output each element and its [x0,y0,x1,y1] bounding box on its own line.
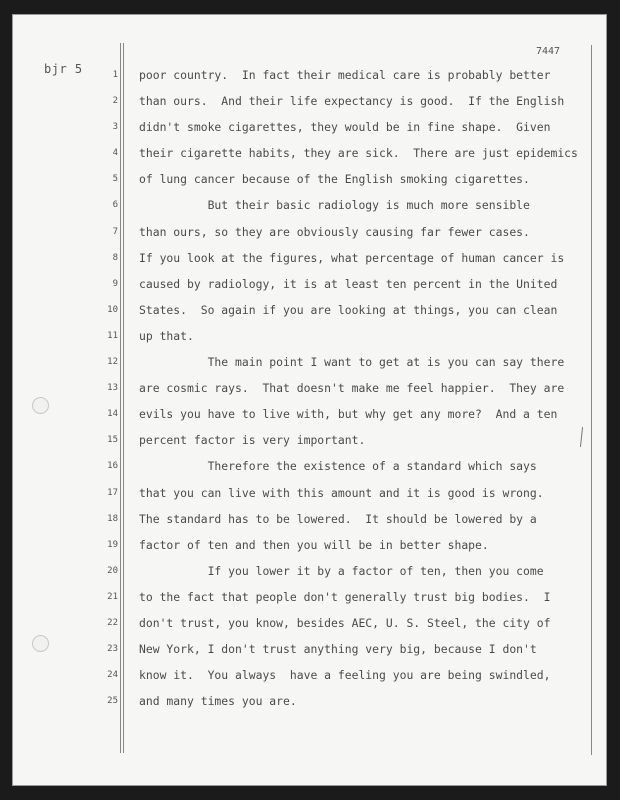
transcript-text [139,66,599,718]
line-number: 4 [112,148,118,159]
transcript-line: If you look at the figures, what percentage of human cancer is [139,250,565,265]
transcript-line: to the fact that people don't generally trust big bodies. I [139,589,551,604]
line-number-column [102,66,118,718]
transcript-line: than ours. And their life expectancy is good. If the English [139,94,565,109]
transcript-line: Therefore the existence of a standard which says [139,459,537,474]
transcript-line: know it. You always have a feeling you are being swindled, [139,668,551,683]
transcript-line: If you lower it by a factor of ten, then you come [139,563,544,578]
transcript-line: their cigarette habits, they are sick. There are just epidemics [139,146,578,161]
line-number: 8 [112,252,118,263]
transcript-line: percent factor is very important. [139,433,366,448]
transcript-line: didn't smoke cigarettes, they would be in fine shape. Given [139,120,551,135]
line-number: 13 [107,383,118,394]
binder-hole [32,635,49,652]
line-number: 7 [112,226,118,237]
left-margin-rule [120,43,121,753]
transcript-line: of lung cancer because of the English smoking cigarettes. [139,172,530,187]
line-number: 20 [107,565,118,576]
transcript-line: The main point I want to get at is you can say there [139,355,565,370]
line-number: 10 [107,304,118,315]
line-number: 12 [107,357,118,368]
page-number: 7447 [536,46,561,57]
line-number: 24 [107,670,118,681]
left-margin-rule [123,43,124,753]
reporter-id: bjr 5 [44,62,83,76]
line-number: 11 [107,330,118,341]
transcript-line: New York, I don't trust anything very big, because I don't [139,642,537,657]
line-number: 16 [107,461,118,472]
transcript-line: that you can live with this amount and it is good is wrong. [139,485,544,500]
line-number: 18 [107,513,118,524]
line-number: 14 [107,409,118,420]
transcript-line: up that. [139,328,194,343]
transcript-line: and many times you are. [139,694,297,709]
transcript-line: factor of ten and then you will be in better shape. [139,537,489,552]
line-number: 25 [107,696,118,707]
line-number: 1 [112,70,118,80]
transcript-line: don't trust, you know, besides AEC, U. S. Steel, the city of [139,615,551,630]
transcript-line: States. So again if you are looking at things, you can clean [139,302,558,317]
transcript-line: than ours, so they are obviously causing far fewer cases. [139,224,530,239]
line-number: 22 [107,617,118,628]
line-number: 23 [107,644,118,655]
binder-hole [32,397,49,414]
line-number: 17 [107,487,118,498]
line-number: 9 [112,278,118,289]
transcript-line: But their basic radiology is much more sensible [139,198,530,213]
transcript-page [12,14,607,786]
line-number: 5 [112,174,118,185]
line-number: 15 [107,435,118,446]
line-number: 21 [107,591,118,602]
transcript-line: are cosmic rays. That doesn't make me feel happier. They are [139,381,565,396]
transcript-line: caused by radiology, it is at least ten percent in the United [139,276,558,291]
line-number: 3 [112,122,118,133]
line-number: 19 [107,539,118,550]
transcript-line: The standard has to be lowered. It should be lowered by a [139,511,537,526]
line-number: 2 [112,96,118,107]
transcript-line: evils you have to live with, but why get any more? And a ten [139,407,558,422]
line-number: 6 [112,200,118,211]
transcript-line: poor country. In fact their medical care is probably better [139,68,551,82]
